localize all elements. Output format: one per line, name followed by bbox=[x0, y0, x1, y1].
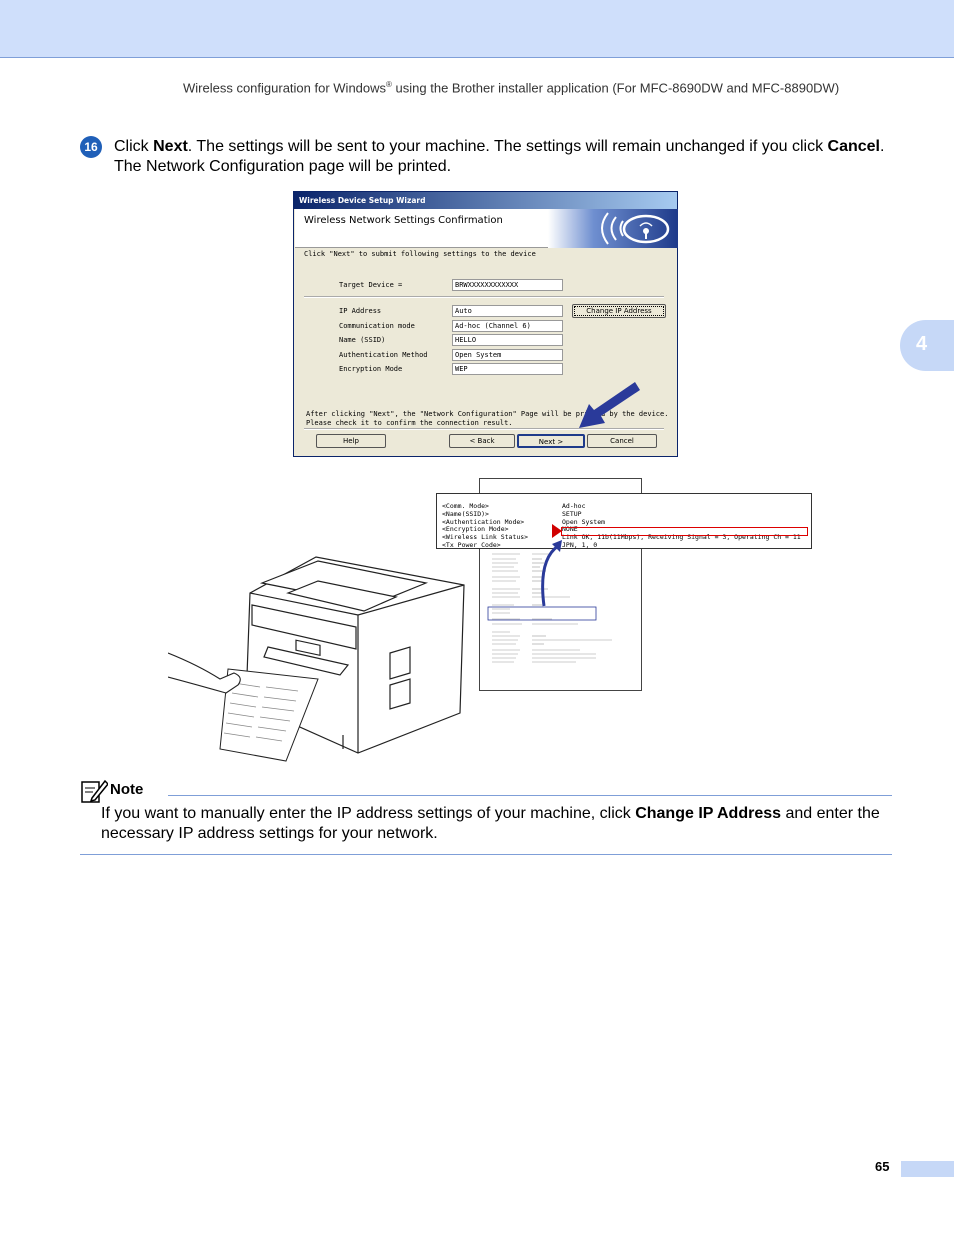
top-header-band bbox=[0, 0, 954, 58]
change-ip-keyword: Change IP Address bbox=[635, 805, 782, 822]
report-labels: <Comm. Mode> <Name(SSID)> <Authentication Mode> <Encryption Mode> <Wireless Link Status> <Tx Power Code> bbox=[442, 502, 529, 549]
next-keyword: Next bbox=[153, 138, 188, 155]
encryption-mode-field: WEP bbox=[452, 363, 563, 375]
authentication-method-field: Open System bbox=[452, 349, 563, 361]
header-text-continued: using the Brother installer application (For MFC-8690DW and MFC-8890DW) bbox=[391, 80, 840, 96]
target-device-row: Target Device = BRWXXXXXXXXXXXX bbox=[339, 279, 659, 291]
callout-link-arrow-icon bbox=[540, 520, 570, 610]
ssid-field: HELLO bbox=[452, 334, 563, 346]
wizard-intro-text: Click "Next" to submit following settings to the device bbox=[304, 250, 536, 258]
page-number-tab bbox=[901, 1161, 954, 1177]
report-callout-zoom bbox=[436, 493, 812, 549]
ip-address-field: Auto bbox=[452, 305, 563, 317]
help-button[interactable]: Help bbox=[316, 434, 386, 448]
change-ip-address-button[interactable]: Change IP Address bbox=[572, 304, 666, 318]
registered-mark: ® bbox=[386, 80, 392, 89]
step-instruction: Click Next. The settings will be sent to your machine. The settings will remain unchanged if you click Cancel. The Network Configuration page will be printed. bbox=[114, 138, 885, 175]
encryption-mode-row: Encryption Mode WEP bbox=[339, 363, 659, 375]
wireless-link-status-value: Link OK, 11b(11Mbps), Receiving Signal = 3, Operating Ch = 11 bbox=[562, 533, 801, 542]
wizard-header-panel bbox=[295, 209, 678, 248]
communication-mode-row: Communication mode Ad-hoc (Channel 6) bbox=[339, 320, 659, 332]
wizard-heading: Wireless Network Settings Confirmation bbox=[304, 215, 503, 226]
cancel-button[interactable]: Cancel bbox=[587, 434, 657, 448]
next-button[interactable]: Next > bbox=[517, 434, 585, 448]
wireless-signal-icon bbox=[548, 209, 678, 248]
cancel-keyword: Cancel bbox=[827, 138, 880, 155]
chapter-tab bbox=[900, 320, 954, 371]
report-values: Ad-hoc SETUP Open System NONE Link OK, 11b(11Mbps), Receiving Signal = 3, Operating Ch = 11 JPN, 1, 0 bbox=[562, 502, 801, 549]
pointer-arrow-icon bbox=[575, 380, 640, 430]
communication-mode-field: Ad-hoc (Channel 6) bbox=[452, 320, 563, 332]
note-pencil-icon bbox=[80, 778, 108, 804]
note-body: If you want to manually enter the IP address settings of your machine, click Change IP Address and enter the necessary IP address settings for your network. bbox=[101, 805, 880, 842]
note-divider bbox=[168, 795, 892, 796]
wizard-title-bar: Wireless Device Setup Wizard bbox=[294, 192, 677, 209]
wizard-divider bbox=[304, 296, 664, 298]
ip-address-row: IP Address Auto bbox=[339, 305, 659, 317]
link-status-highlight bbox=[561, 527, 808, 536]
note-label: Note bbox=[110, 781, 144, 798]
header-text: Wireless configuration for Windows bbox=[183, 80, 387, 96]
back-button[interactable]: < Back bbox=[449, 434, 515, 448]
ssid-row: Name (SSID) HELLO bbox=[339, 334, 659, 346]
chapter-number: 4 bbox=[916, 333, 928, 355]
step-number-badge: 16 bbox=[80, 136, 102, 158]
page-number: 65 bbox=[875, 1159, 890, 1174]
printer-illustration bbox=[168, 553, 468, 765]
target-device-field: BRWXXXXXXXXXXXX bbox=[452, 279, 563, 291]
authentication-method-row: Authentication Method Open System bbox=[339, 349, 659, 361]
wizard-after-text: After clicking "Next", the "Network Configuration" Page will be printed by the device. Please check it to confirm the connection result. bbox=[306, 410, 669, 427]
running-header bbox=[183, 80, 839, 95]
note-bottom-divider bbox=[80, 854, 892, 855]
